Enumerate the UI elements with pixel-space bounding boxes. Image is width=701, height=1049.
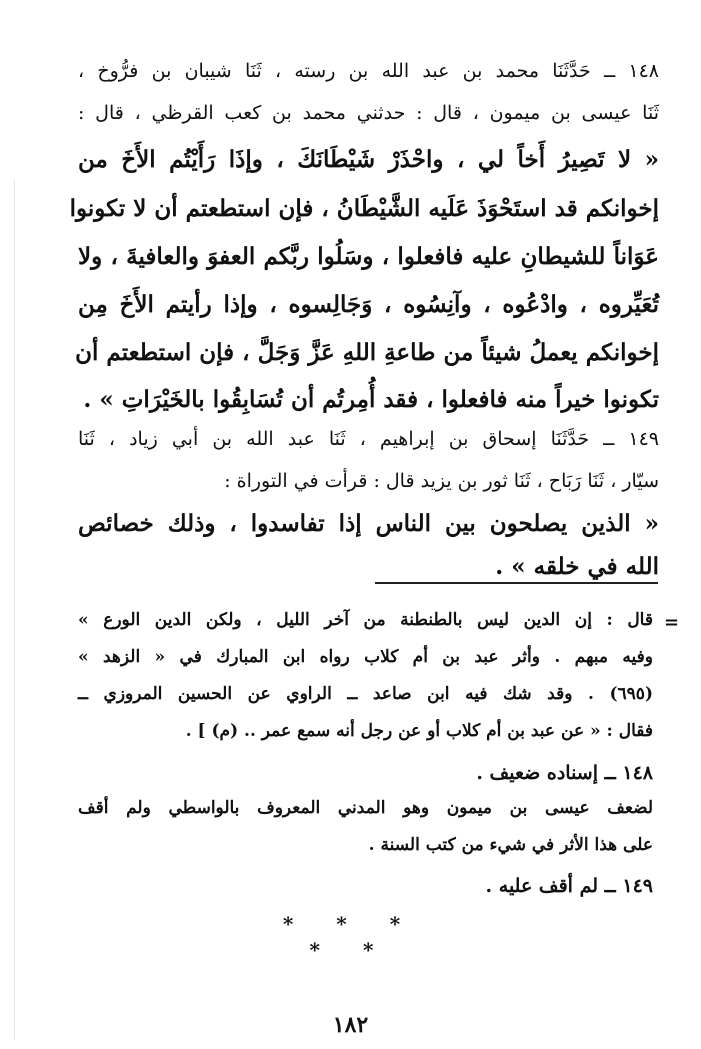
hadith-149-matn-line-2: الله في خلقه » . (495, 553, 659, 580)
page-edge-line (14, 180, 15, 1040)
footnote-148-text-1: لضعف عيسى بن ميمون وهو المدني المعروف بالواسطي ولم أقف (78, 798, 654, 818)
footnote-148-text-2: على هذا الأثر في شيء من كتب السنة . (368, 835, 653, 855)
hadith-148-matn-line-2: إخوانكم قد استَحْوَذَ عَلَيه الشَّيْطَانُ ، فإن استطعتم أن لا تكونوا (69, 195, 659, 222)
footnote-149-heading: ١٤٩ ــ لم أقف عليه . (485, 875, 653, 897)
footnote-line-1: قال : إن الدين ليس بالطنطنة من آخر الليل ، ولكن الدين الورع » (78, 610, 653, 630)
footnote-separator (375, 582, 658, 584)
hadith-148-matn-line-6: تكونوا خيراً منه فافعلوا ، فقد أُمِرتُم أن تُسَابِقُوا بالخَيْرَاتِ » . (83, 386, 659, 413)
hadith-148-matn-line-4: تُعَيِّروه ، وادْعُوه ، وآنِسُوه ، وَجَالِسوه ، وإذا رأيتم الأَخَ مِن (78, 291, 659, 318)
hadith-149-line-2: سيّار ، ثَنَا رَبَاح ، ثَنَا ثور بن يزيد قال : قرأت في التوراة : (224, 470, 659, 492)
footnote-line-4: فقال : « عن عبد بن أم كلاب أو عن رجل أنه سمع عمر .. (م) ] . (185, 721, 653, 741)
footnote-line-2: وفيه مبهم . وأثر عبد بن أم كلاب رواه ابن المبارك في « الزهد » (78, 647, 653, 667)
continuation-mark: = (664, 612, 680, 633)
page-number: ١٨٢ (332, 1012, 369, 1038)
hadith-149-matn-line-1: « الذين يصلحون بين الناس إذا تفاسدوا ، وذلك خصائص (78, 510, 659, 537)
footnote-148-heading: ١٤٨ ــ إسناده ضعيف . (476, 762, 653, 784)
hadith-148-line-1: ١٤٨ ــ حَدَّثَنَا محمد بن عبد الله بن رسته ، ثَنَا شيبان بن فرُّوخ ، (78, 60, 659, 82)
ornament-stars-row-2: * * (309, 938, 392, 962)
hadith-149-line-1: ١٤٩ ــ حَدَّثَنَا إسحاق بن إبراهيم ، ثَنَا عبد الله بن أبي زياد ، ثَنَا (78, 428, 659, 450)
ornament-stars-row-1: * * * (282, 912, 419, 936)
hadith-148-matn-line-3: عَوَاناً للشيطانِ عليه فافعلوا ، وسَلُوا ربَّكم العفوَ والعافيةَ ، ولا (78, 243, 659, 270)
hadith-148-line-2: ثَنَا عيسى بن ميمون ، قال : حدثني محمد بن كعب القرظي ، قال : (78, 102, 659, 124)
hadith-148-matn-line-1: « لا تَصِيرُ أَخاً لي ، واحْذَرْ شَيْطَانَكَ ، وإذَا رَأَيْتُم الأَخَ من (78, 146, 659, 173)
footnote-line-3: (٦٩٥) . وقد شك فيه ابن صاعد ــ الراوي عن الحسين المروزي ــ (78, 684, 653, 704)
hadith-148-matn-line-5: إخوانكم يعملُ شيئاً من طاعةِ اللهِ عَزَّ وَجَلَّ ، فإن استطعتم أن (75, 339, 659, 366)
